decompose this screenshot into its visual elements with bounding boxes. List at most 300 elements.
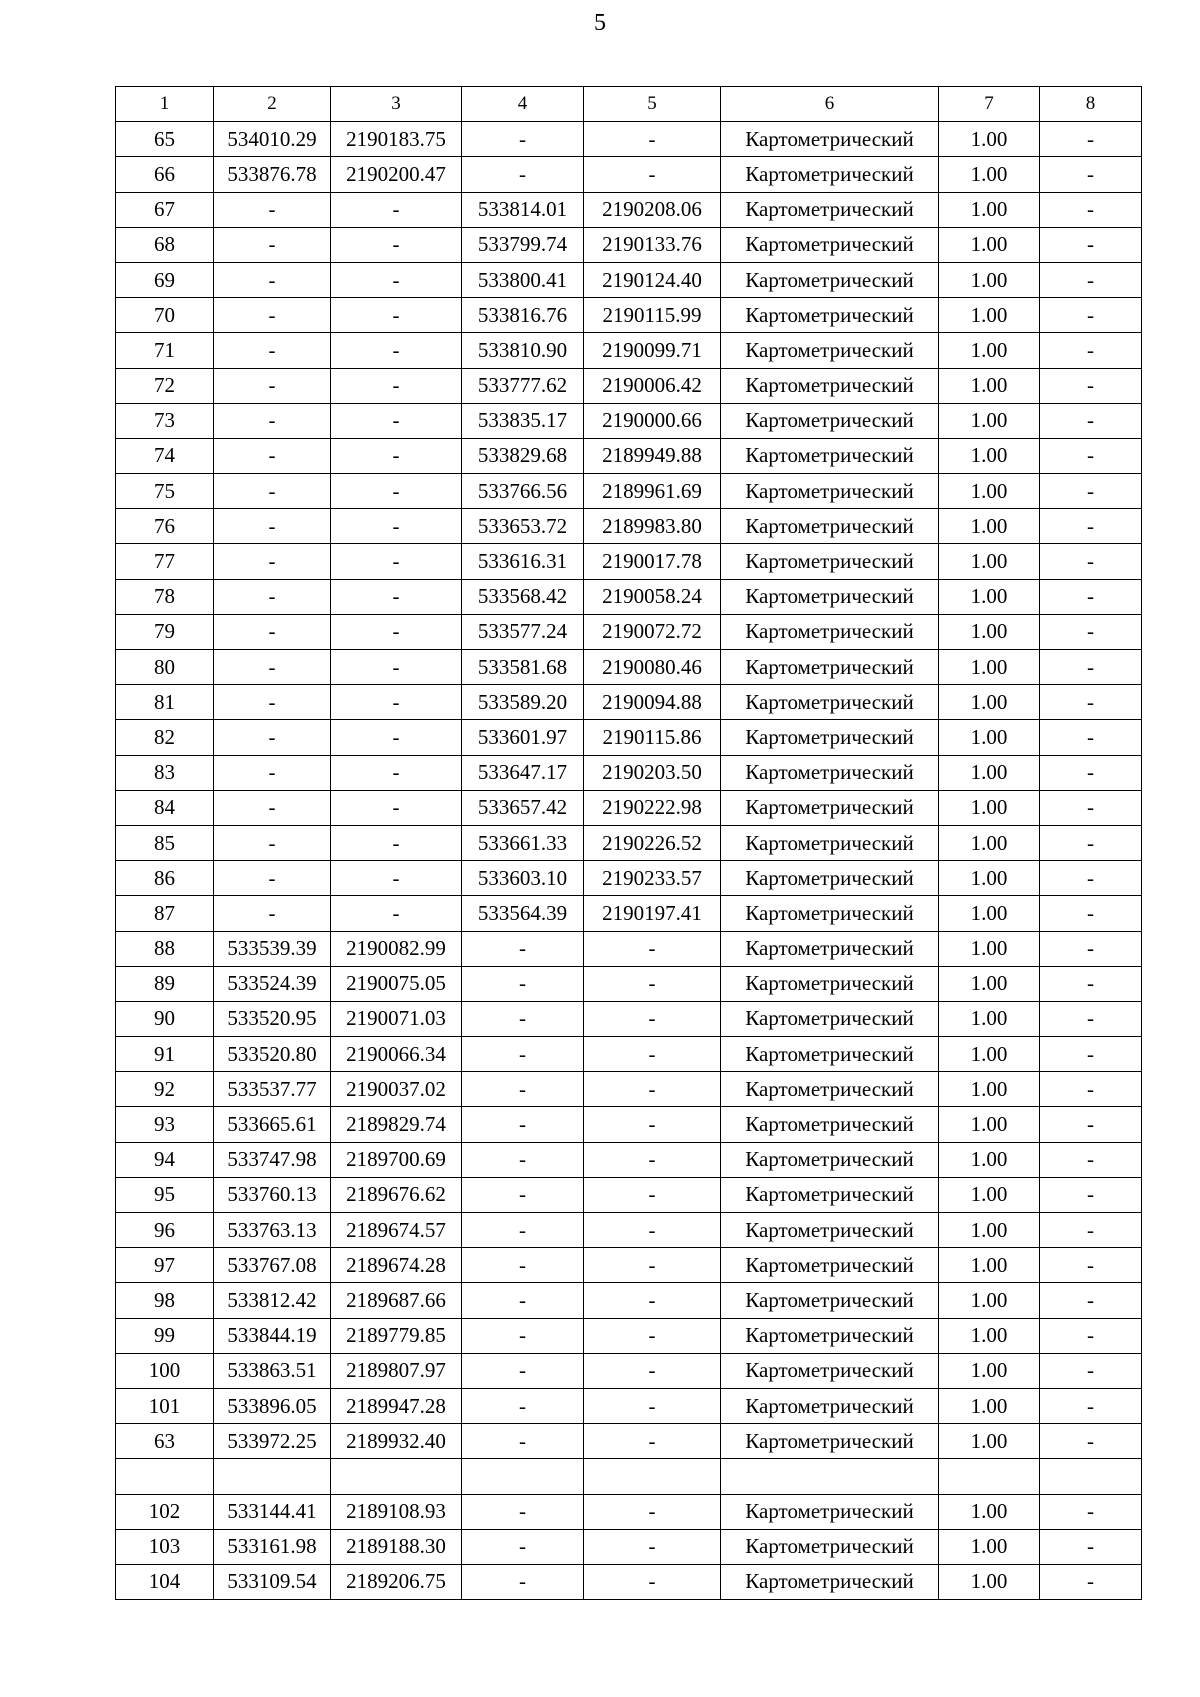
point-number-cell: 85 <box>116 825 214 860</box>
point-number-cell: 102 <box>116 1494 214 1529</box>
accuracy-cell: 1.00 <box>939 1177 1040 1212</box>
table-row <box>116 579 1142 614</box>
x-existing-cell: - <box>214 438 331 473</box>
x-new-cell: - <box>462 1353 584 1388</box>
x-new-cell: 533616.31 <box>462 544 584 579</box>
y-existing-cell: - <box>331 192 462 227</box>
x-existing-cell: - <box>214 368 331 403</box>
accuracy-cell: 1.00 <box>939 966 1040 1001</box>
table-row <box>116 122 1142 157</box>
y-existing-cell: 2189932.40 <box>331 1424 462 1459</box>
x-existing-cell: 533896.05 <box>214 1388 331 1423</box>
accuracy-cell: 1.00 <box>939 579 1040 614</box>
point-number-cell: 78 <box>116 579 214 614</box>
y-new-cell: 2190017.78 <box>584 544 721 579</box>
y-existing-cell: 2189206.75 <box>331 1564 462 1599</box>
method-cell: Картометрический <box>721 474 939 509</box>
description-cell: - <box>1040 368 1142 403</box>
method-cell: Картометрический <box>721 122 939 157</box>
y-new-cell: - <box>584 931 721 966</box>
y-existing-cell: - <box>331 825 462 860</box>
y-existing-cell: 2190037.02 <box>331 1072 462 1107</box>
method-cell: Картометрический <box>721 790 939 825</box>
accuracy-cell: 1.00 <box>939 298 1040 333</box>
description-cell: - <box>1040 755 1142 790</box>
y-existing-cell: - <box>331 333 462 368</box>
x-new-cell: 533581.68 <box>462 650 584 685</box>
accuracy-cell: 1.00 <box>939 403 1040 438</box>
table-row <box>116 368 1142 403</box>
description-cell: - <box>1040 1001 1142 1036</box>
description-cell: - <box>1040 1072 1142 1107</box>
point-number-cell: 103 <box>116 1529 214 1564</box>
description-cell: - <box>1040 1424 1142 1459</box>
method-cell: Картометрический <box>721 720 939 755</box>
table-body <box>116 122 1142 1600</box>
accuracy-cell: 1.00 <box>939 650 1040 685</box>
method-cell: Картометрический <box>721 1353 939 1388</box>
point-number-cell: 76 <box>116 509 214 544</box>
accuracy-cell: 1.00 <box>939 157 1040 192</box>
method-cell: Картометрический <box>721 544 939 579</box>
method-cell: Картометрический <box>721 1142 939 1177</box>
point-number-cell: 65 <box>116 122 214 157</box>
y-existing-cell: - <box>331 685 462 720</box>
point-number-cell: 92 <box>116 1072 214 1107</box>
table-row <box>116 509 1142 544</box>
x-existing-cell: 533876.78 <box>214 157 331 192</box>
point-number-cell: 94 <box>116 1142 214 1177</box>
description-cell: - <box>1040 1037 1142 1072</box>
description-cell: - <box>1040 825 1142 860</box>
accuracy-cell: 1.00 <box>939 1283 1040 1318</box>
y-new-cell: 2190197.41 <box>584 896 721 931</box>
y-new-cell: 2190222.98 <box>584 790 721 825</box>
x-existing-cell: - <box>214 192 331 227</box>
y-existing-cell: - <box>331 896 462 931</box>
y-new-cell: - <box>584 1529 721 1564</box>
method-cell: Картометрический <box>721 157 939 192</box>
table-row <box>116 1529 1142 1564</box>
description-cell: - <box>1040 614 1142 649</box>
table-row <box>116 650 1142 685</box>
method-cell: Картометрический <box>721 1248 939 1283</box>
point-number-cell: 88 <box>116 931 214 966</box>
point-number-cell: 72 <box>116 368 214 403</box>
y-existing-cell: 2190066.34 <box>331 1037 462 1072</box>
y-existing-cell: - <box>331 755 462 790</box>
table-row <box>116 896 1142 931</box>
point-number-cell: 69 <box>116 262 214 297</box>
table-row <box>116 192 1142 227</box>
table-row <box>116 1142 1142 1177</box>
method-cell: Картометрический <box>721 1424 939 1459</box>
accuracy-cell: 1.00 <box>939 1001 1040 1036</box>
accuracy-cell: 1.00 <box>939 1318 1040 1353</box>
y-existing-cell: - <box>331 720 462 755</box>
y-new-cell: 2190000.66 <box>584 403 721 438</box>
method-cell: Картометрический <box>721 403 939 438</box>
method-cell: Картометрический <box>721 1001 939 1036</box>
point-number-cell: 79 <box>116 614 214 649</box>
x-new-cell: 533564.39 <box>462 896 584 931</box>
x-new-cell: 533661.33 <box>462 825 584 860</box>
y-existing-cell: - <box>331 403 462 438</box>
y-new-cell: 2189949.88 <box>584 438 721 473</box>
x-existing-cell: - <box>214 720 331 755</box>
y-existing-cell: - <box>331 544 462 579</box>
table-row <box>116 544 1142 579</box>
x-existing-cell: - <box>214 614 331 649</box>
table-row <box>116 755 1142 790</box>
x-existing-cell: - <box>214 579 331 614</box>
table-row <box>116 262 1142 297</box>
method-cell: Картометрический <box>721 1177 939 1212</box>
x-new-cell: - <box>462 1107 584 1142</box>
description-cell: - <box>1040 1494 1142 1529</box>
table-row <box>116 790 1142 825</box>
y-new-cell: - <box>584 1213 721 1248</box>
table-row <box>116 685 1142 720</box>
point-number-cell: 77 <box>116 544 214 579</box>
x-new-cell: - <box>462 1529 584 1564</box>
point-number-cell: 70 <box>116 298 214 333</box>
description-cell: - <box>1040 1107 1142 1142</box>
accuracy-cell: 1.00 <box>939 614 1040 649</box>
x-new-cell: 533568.42 <box>462 579 584 614</box>
table-row <box>116 825 1142 860</box>
x-new-cell: 533603.10 <box>462 861 584 896</box>
description-cell: - <box>1040 931 1142 966</box>
table-row <box>116 1177 1142 1212</box>
y-existing-cell: 2190082.99 <box>331 931 462 966</box>
y-new-cell: 2190233.57 <box>584 861 721 896</box>
method-cell: Картометрический <box>721 298 939 333</box>
point-number-cell: 98 <box>116 1283 214 1318</box>
x-new-cell: 533835.17 <box>462 403 584 438</box>
y-new-cell: 2190080.46 <box>584 650 721 685</box>
y-new-cell: 2189983.80 <box>584 509 721 544</box>
x-existing-cell: - <box>214 298 331 333</box>
x-existing-cell: 533767.08 <box>214 1248 331 1283</box>
x-new-cell: - <box>462 1001 584 1036</box>
accuracy-cell: 1.00 <box>939 1142 1040 1177</box>
accuracy-cell: 1.00 <box>939 1037 1040 1072</box>
column-header-8: 8 <box>1040 87 1142 122</box>
point-number-cell: 67 <box>116 192 214 227</box>
y-new-cell: 2190006.42 <box>584 368 721 403</box>
x-existing-cell: - <box>214 755 331 790</box>
x-new-cell: - <box>462 1388 584 1423</box>
y-existing-cell: 2189676.62 <box>331 1177 462 1212</box>
accuracy-cell: 1.00 <box>939 1529 1040 1564</box>
description-cell: - <box>1040 1564 1142 1599</box>
method-cell: Картометрический <box>721 755 939 790</box>
description-cell: - <box>1040 403 1142 438</box>
y-new-cell: - <box>584 1177 721 1212</box>
description-cell: - <box>1040 157 1142 192</box>
x-existing-cell: 533537.77 <box>214 1072 331 1107</box>
point-number-cell: 89 <box>116 966 214 1001</box>
x-existing-cell: 533763.13 <box>214 1213 331 1248</box>
y-existing-cell: 2189108.93 <box>331 1494 462 1529</box>
y-new-cell: 2190203.50 <box>584 755 721 790</box>
method-cell <box>721 1459 939 1494</box>
description-cell: - <box>1040 333 1142 368</box>
y-existing-cell: - <box>331 262 462 297</box>
y-existing-cell: - <box>331 474 462 509</box>
table-row <box>116 614 1142 649</box>
y-new-cell: - <box>584 1072 721 1107</box>
y-existing-cell: - <box>331 438 462 473</box>
table-row <box>116 1107 1142 1142</box>
y-existing-cell: 2190183.75 <box>331 122 462 157</box>
accuracy-cell: 1.00 <box>939 825 1040 860</box>
table-row <box>116 1213 1142 1248</box>
method-cell: Картометрический <box>721 650 939 685</box>
method-cell: Картометрический <box>721 896 939 931</box>
accuracy-cell: 1.00 <box>939 685 1040 720</box>
x-existing-cell: 533520.95 <box>214 1001 331 1036</box>
y-new-cell: 2190099.71 <box>584 333 721 368</box>
x-existing-cell: - <box>214 262 331 297</box>
x-existing-cell: 533665.61 <box>214 1107 331 1142</box>
table-row <box>116 157 1142 192</box>
x-new-cell: - <box>462 1037 584 1072</box>
table-row <box>116 474 1142 509</box>
x-existing-cell: 533747.98 <box>214 1142 331 1177</box>
point-number-cell: 100 <box>116 1353 214 1388</box>
point-number-cell: 73 <box>116 403 214 438</box>
x-new-cell: 533577.24 <box>462 614 584 649</box>
accuracy-cell: 1.00 <box>939 368 1040 403</box>
point-number-cell <box>116 1459 214 1494</box>
x-existing-cell: 533812.42 <box>214 1283 331 1318</box>
accuracy-cell: 1.00 <box>939 861 1040 896</box>
x-new-cell: - <box>462 157 584 192</box>
x-existing-cell: 533109.54 <box>214 1564 331 1599</box>
table-row <box>116 333 1142 368</box>
accuracy-cell: 1.00 <box>939 509 1040 544</box>
x-existing-cell: 534010.29 <box>214 122 331 157</box>
point-number-cell: 104 <box>116 1564 214 1599</box>
accuracy-cell: 1.00 <box>939 227 1040 262</box>
y-new-cell: 2190072.72 <box>584 614 721 649</box>
method-cell: Картометрический <box>721 931 939 966</box>
description-cell: - <box>1040 1318 1142 1353</box>
x-existing-cell: - <box>214 685 331 720</box>
x-existing-cell: 533161.98 <box>214 1529 331 1564</box>
accuracy-cell: 1.00 <box>939 1248 1040 1283</box>
y-existing-cell: 2189947.28 <box>331 1388 462 1423</box>
x-existing-cell: 533524.39 <box>214 966 331 1001</box>
y-new-cell: - <box>584 1388 721 1423</box>
y-existing-cell: - <box>331 614 462 649</box>
coordinates-table <box>115 86 1142 1600</box>
description-cell: - <box>1040 1248 1142 1283</box>
accuracy-cell: 1.00 <box>939 1494 1040 1529</box>
method-cell: Картометрический <box>721 509 939 544</box>
accuracy-cell: 1.00 <box>939 720 1040 755</box>
accuracy-cell: 1.00 <box>939 1213 1040 1248</box>
description-cell: - <box>1040 1353 1142 1388</box>
y-new-cell: - <box>584 1318 721 1353</box>
table-row <box>116 1072 1142 1107</box>
description-cell: - <box>1040 1177 1142 1212</box>
table-row <box>116 403 1142 438</box>
y-new-cell: - <box>584 1001 721 1036</box>
point-number-cell: 91 <box>116 1037 214 1072</box>
method-cell: Картометрический <box>721 192 939 227</box>
y-existing-cell <box>331 1459 462 1494</box>
x-new-cell: 533653.72 <box>462 509 584 544</box>
x-existing-cell: - <box>214 474 331 509</box>
accuracy-cell: 1.00 <box>939 333 1040 368</box>
x-new-cell: - <box>462 122 584 157</box>
table-row <box>116 1318 1142 1353</box>
method-cell: Картометрический <box>721 1283 939 1318</box>
table-row <box>116 1037 1142 1072</box>
description-cell: - <box>1040 192 1142 227</box>
method-cell: Картометрический <box>721 1388 939 1423</box>
x-new-cell: 533647.17 <box>462 755 584 790</box>
column-header-3: 3 <box>331 87 462 122</box>
accuracy-cell: 1.00 <box>939 474 1040 509</box>
column-header-1: 1 <box>116 87 214 122</box>
table-row <box>116 1353 1142 1388</box>
x-new-cell: - <box>462 1564 584 1599</box>
y-existing-cell: 2189829.74 <box>331 1107 462 1142</box>
point-number-cell: 95 <box>116 1177 214 1212</box>
description-cell: - <box>1040 650 1142 685</box>
accuracy-cell: 1.00 <box>939 1424 1040 1459</box>
description-cell: - <box>1040 544 1142 579</box>
x-existing-cell: - <box>214 825 331 860</box>
column-header-5: 5 <box>584 87 721 122</box>
description-cell: - <box>1040 1283 1142 1318</box>
x-existing-cell: - <box>214 896 331 931</box>
column-header-6: 6 <box>721 87 939 122</box>
accuracy-cell <box>939 1459 1040 1494</box>
method-cell: Картометрический <box>721 368 939 403</box>
y-new-cell: 2190058.24 <box>584 579 721 614</box>
description-cell: - <box>1040 227 1142 262</box>
y-new-cell: - <box>584 966 721 1001</box>
y-existing-cell: 2189674.57 <box>331 1213 462 1248</box>
method-cell: Картометрический <box>721 614 939 649</box>
description-cell: - <box>1040 122 1142 157</box>
description-cell: - <box>1040 262 1142 297</box>
y-new-cell: - <box>584 1037 721 1072</box>
description-cell: - <box>1040 861 1142 896</box>
x-new-cell: - <box>462 1213 584 1248</box>
y-existing-cell: - <box>331 790 462 825</box>
y-existing-cell: 2189674.28 <box>331 1248 462 1283</box>
y-existing-cell: 2190071.03 <box>331 1001 462 1036</box>
x-existing-cell: - <box>214 790 331 825</box>
page-number: 5 <box>594 10 606 36</box>
table-row <box>116 1283 1142 1318</box>
y-existing-cell: - <box>331 861 462 896</box>
method-cell: Картометрический <box>721 1213 939 1248</box>
accuracy-cell: 1.00 <box>939 192 1040 227</box>
x-existing-cell <box>214 1459 331 1494</box>
description-cell: - <box>1040 509 1142 544</box>
y-new-cell: 2190094.88 <box>584 685 721 720</box>
point-number-cell: 101 <box>116 1388 214 1423</box>
accuracy-cell: 1.00 <box>939 544 1040 579</box>
y-new-cell: - <box>584 1107 721 1142</box>
accuracy-cell: 1.00 <box>939 438 1040 473</box>
method-cell: Картометрический <box>721 1107 939 1142</box>
method-cell: Картометрический <box>721 685 939 720</box>
x-existing-cell: 533972.25 <box>214 1424 331 1459</box>
point-number-cell: 93 <box>116 1107 214 1142</box>
x-existing-cell: - <box>214 861 331 896</box>
accuracy-cell: 1.00 <box>939 1388 1040 1423</box>
method-cell: Картометрический <box>721 1072 939 1107</box>
x-new-cell: - <box>462 1142 584 1177</box>
x-new-cell: - <box>462 931 584 966</box>
x-new-cell: - <box>462 1072 584 1107</box>
x-existing-cell: - <box>214 509 331 544</box>
y-new-cell: - <box>584 157 721 192</box>
method-cell: Картометрический <box>721 227 939 262</box>
x-new-cell: 533816.76 <box>462 298 584 333</box>
x-new-cell: - <box>462 1318 584 1353</box>
column-header-4: 4 <box>462 87 584 122</box>
table-row <box>116 931 1142 966</box>
y-new-cell: - <box>584 1494 721 1529</box>
point-number-cell: 66 <box>116 157 214 192</box>
table-row <box>116 298 1142 333</box>
description-cell: - <box>1040 966 1142 1001</box>
y-new-cell: - <box>584 1424 721 1459</box>
method-cell: Картометрический <box>721 1037 939 1072</box>
y-existing-cell: - <box>331 650 462 685</box>
table-row <box>116 1424 1142 1459</box>
point-number-cell: 87 <box>116 896 214 931</box>
method-cell: Картометрический <box>721 1494 939 1529</box>
table-row <box>116 438 1142 473</box>
x-new-cell: - <box>462 1248 584 1283</box>
description-cell: - <box>1040 1388 1142 1423</box>
x-new-cell: 533601.97 <box>462 720 584 755</box>
y-existing-cell: - <box>331 579 462 614</box>
description-cell: - <box>1040 1142 1142 1177</box>
y-new-cell: 2190115.99 <box>584 298 721 333</box>
x-new-cell: - <box>462 1424 584 1459</box>
accuracy-cell: 1.00 <box>939 896 1040 931</box>
description-cell: - <box>1040 298 1142 333</box>
description-cell: - <box>1040 720 1142 755</box>
x-existing-cell: - <box>214 650 331 685</box>
table-row <box>116 1494 1142 1529</box>
description-cell: - <box>1040 790 1142 825</box>
method-cell: Картометрический <box>721 1529 939 1564</box>
x-existing-cell: 533539.39 <box>214 931 331 966</box>
x-new-cell: 533800.41 <box>462 262 584 297</box>
x-new-cell: - <box>462 1494 584 1529</box>
y-new-cell: - <box>584 1248 721 1283</box>
x-existing-cell: - <box>214 403 331 438</box>
x-new-cell: - <box>462 966 584 1001</box>
point-number-cell: 63 <box>116 1424 214 1459</box>
x-new-cell: 533810.90 <box>462 333 584 368</box>
point-number-cell: 99 <box>116 1318 214 1353</box>
method-cell: Картометрический <box>721 438 939 473</box>
method-cell: Картометрический <box>721 262 939 297</box>
